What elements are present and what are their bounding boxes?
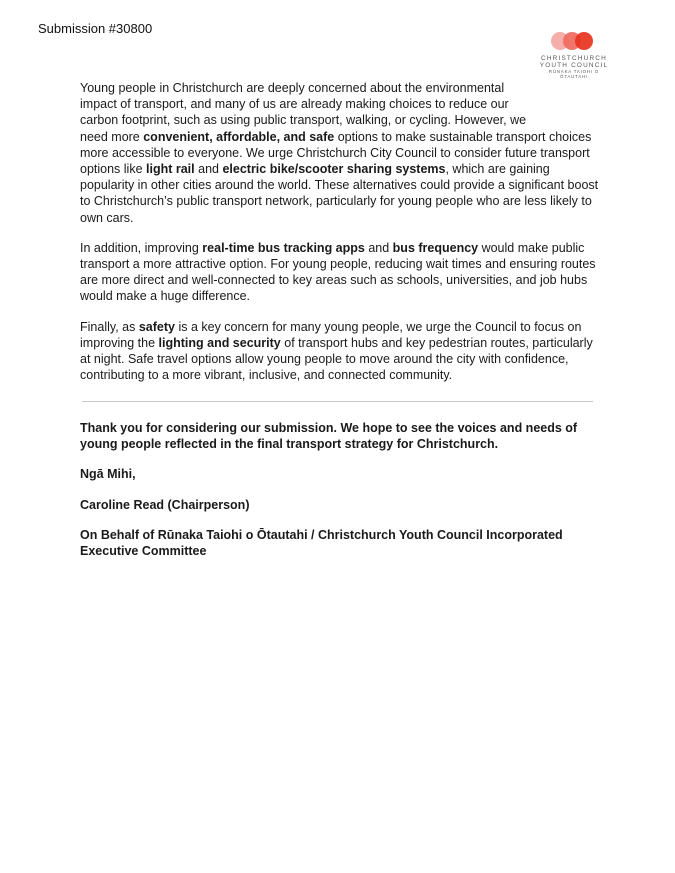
emphasis-text: safety	[138, 319, 175, 334]
paragraph-line: impact of transport, and many of us are already making choices to reduce our	[80, 97, 509, 112]
paragraph-text: and	[364, 240, 393, 255]
paragraph-text: In addition, improving	[80, 240, 203, 255]
paragraph-safety	[80, 319, 600, 384]
logo-text-line1: CHRISTCHURCH	[541, 55, 607, 62]
christchurch-youth-council-logo	[534, 31, 614, 79]
paragraph-text: Finally, as	[80, 319, 139, 334]
paragraph-text: of transport hubs and key pedestrian routes, particularly at night. Safe travel options allow young people to move around the city with confidence, contributing to a more vibrant, inclusive, and connected community.	[80, 335, 593, 383]
emphasis-text: bus frequency	[392, 240, 479, 255]
on-behalf-of: On Behalf of Rūnaka Taiohi o Ōtautahi / Christchurch Youth Council Incorporated Executive Committee	[80, 527, 563, 559]
paragraph-line: carbon footprint, such as using public transport, walking, or cycling. However, we	[80, 113, 527, 128]
paragraph-text: need more	[80, 129, 144, 144]
paragraph-bus-improvements	[80, 240, 600, 305]
emphasis-text: light rail	[146, 162, 195, 177]
emphasis-text: convenient, affordable, and safe	[143, 129, 335, 144]
paragraph-text: , which are gaining popularity in other cities around the world. These alternatives could provide a significant boost to Christchurch’s public transport network, particularly for young people who are less likely to own cars.	[80, 162, 599, 225]
signatory-name: Caroline Read (Chairperson)	[80, 497, 250, 512]
emphasis-text: real-time bus tracking apps	[202, 240, 365, 255]
section-divider	[82, 401, 593, 402]
logo-text-line2: YOUTH COUNCIL	[539, 62, 609, 69]
logo-circles-icon	[550, 31, 598, 51]
closing-section	[80, 420, 600, 573]
logo-text-line3: RŪNAKA TAIOHI O	[548, 69, 600, 74]
paragraph-text: and	[194, 162, 223, 177]
closing-signoff: Ngā Mihi,	[80, 467, 136, 482]
logo-text-line4: ŌTAUTAHI	[560, 74, 588, 79]
paragraph-environmental-concerns	[80, 80, 600, 226]
paragraph-text: options to make sustainable transport choices more accessible to everyone. We urge Christchurch City Council to consider future transport options like	[80, 129, 592, 177]
submission-number: Submission #30800	[38, 21, 153, 36]
paragraph-text: is a key concern for many young people, we urge the Council to focus on improving the	[80, 319, 582, 350]
emphasis-text: electric bike/scooter sharing systems	[222, 162, 446, 177]
paragraph-line: Young people in Christchurch are deeply concerned about the environmental	[80, 81, 505, 95]
submission-body	[80, 80, 600, 397]
paragraph-text: would make public transport a more attractive option. For young people, reducing wait times and ensuring routes are more direct and well-connected to key areas such as schools, universities, and job hubs would make a huge difference.	[80, 240, 596, 304]
closing-thanks: Thank you for considering our submission. We hope to see the voices and needs of young people reflected in the final transport strategy for Christchurch.	[80, 421, 578, 452]
emphasis-text: lighting and security	[158, 335, 281, 350]
